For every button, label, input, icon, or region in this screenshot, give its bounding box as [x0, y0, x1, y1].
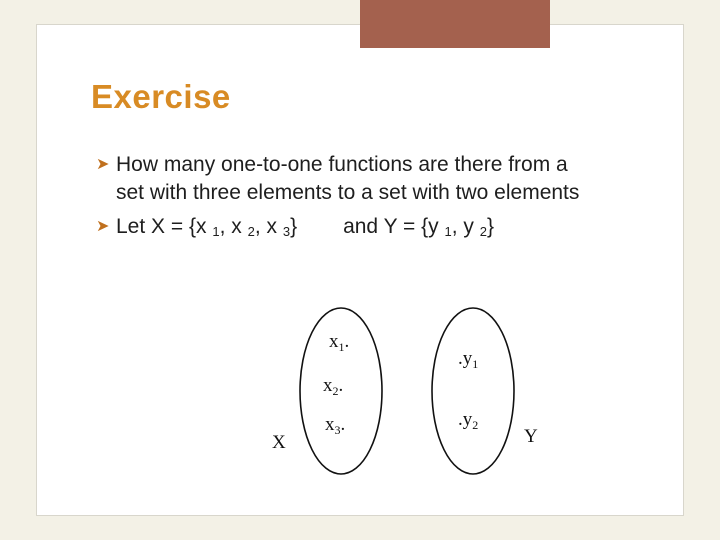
element-x2: $x_2$.	[323, 375, 344, 398]
arrow-bullet-icon: ➤	[96, 218, 110, 235]
element-y1: $.y_1$	[458, 348, 479, 371]
element-y2: $.y_2$	[458, 409, 479, 432]
def-x2-sub: 2	[247, 224, 255, 239]
def-close1: }	[290, 215, 298, 238]
def-sep3: , y	[451, 215, 480, 238]
set-x-label: X	[272, 432, 286, 453]
set-y-label: Y	[524, 426, 538, 447]
def-sep2: , x	[254, 215, 283, 238]
bullet-question-line2: set with three elements to a set with two elements	[116, 181, 580, 204]
arrow-bullet-icon: ➤	[96, 156, 110, 173]
def-sep1: , x	[219, 215, 248, 238]
def-x3-sub: 3	[282, 224, 291, 239]
slide-title: Exercise	[91, 78, 231, 115]
bullet-question-line1: How many one-to-one functions are there from a	[116, 153, 568, 176]
set-y-ellipse	[432, 308, 514, 474]
def-and-y: and Y = {y	[343, 215, 445, 238]
def-let-prefix: Let X = {x	[116, 215, 213, 238]
def-y2-sub: 2	[479, 224, 487, 239]
element-x3: $x_3$.	[325, 414, 346, 437]
def-x1-sub: 1	[212, 224, 220, 239]
element-x1: $x_1$.	[329, 331, 350, 354]
def-close2: }	[486, 215, 494, 238]
def-y1-sub: 1	[444, 224, 452, 239]
